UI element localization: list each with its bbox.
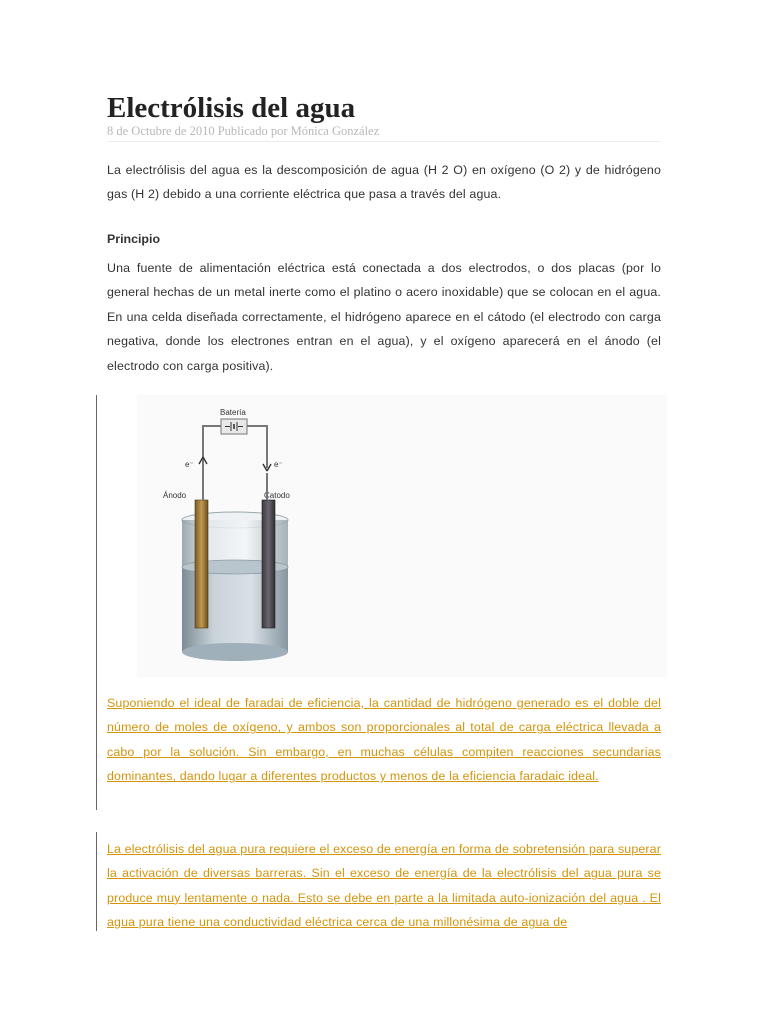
electrolysis-figure [107, 395, 661, 677]
intro-paragraph: La electrólisis del agua es la descomposición de agua (H 2 O) en oxígeno (O 2) y de hidrógeno gas (H 2) debido a una corriente eléctrica que pasa a través del agua. [107, 163, 661, 202]
electron-label-left: e⁻ [185, 460, 194, 469]
quote-rule [96, 395, 97, 810]
cathode-electrode [262, 500, 275, 628]
pure-water-electrolysis-link[interactable]: La electrólisis del agua pura requiere el exceso de energía en forma de sobretensión para superar la activación de diversas barreras. Sin el exceso de energía de la electrólisis del agua pura se produce muy lentamente o nada. Esto se debe en parte a la limitada auto-ionización del agua . El agua pura tiene una conductividad eléctrica cerca de una millonésima de agua de [107, 842, 661, 930]
cathode-label: Catodo [264, 491, 290, 500]
section-heading-principio: Principio [107, 232, 161, 246]
quote-rule [96, 832, 97, 931]
battery-label: Batería [220, 408, 246, 417]
article-byline: 8 de Octubre de 2010 Publicado por Mónica González [107, 124, 661, 142]
page-title: Electrólisis del agua [107, 92, 356, 124]
electron-label-right: e⁻ [274, 460, 283, 469]
anode-electrode [195, 500, 208, 628]
anode-label: Ánodo [163, 491, 187, 500]
principle-paragraph: Una fuente de alimentación eléctrica está conectada a dos electrodos, o dos placas (por lo general hechas de un metal inerte como el platino o acero inoxidable) que se colocan en el agua. En una celda diseñada correctamente, el hidrógeno aparece en el cátodo (el electrodo con carga negativa, donde los electrones entran en el agua), y el oxígeno aparecerá en el ánodo (el electrodo con carga positiva). [107, 261, 661, 373]
electrolysis-diagram [107, 395, 661, 677]
faraday-efficiency-link[interactable]: Suponiendo el ideal de faradai de eficiencia, la cantidad de hidrógeno generado es el doble del número de moles de oxígeno, y ambos son proporcionales al total de carga eléctrica llevada a cabo por la solución. Sin embargo, en muchas células compiten reacciones secundarias dominantes, dando lugar a diferentes productos y menos de la eficiencia faradaic ideal. [107, 696, 661, 784]
article-header [107, 92, 661, 142]
wire-right [247, 426, 267, 468]
